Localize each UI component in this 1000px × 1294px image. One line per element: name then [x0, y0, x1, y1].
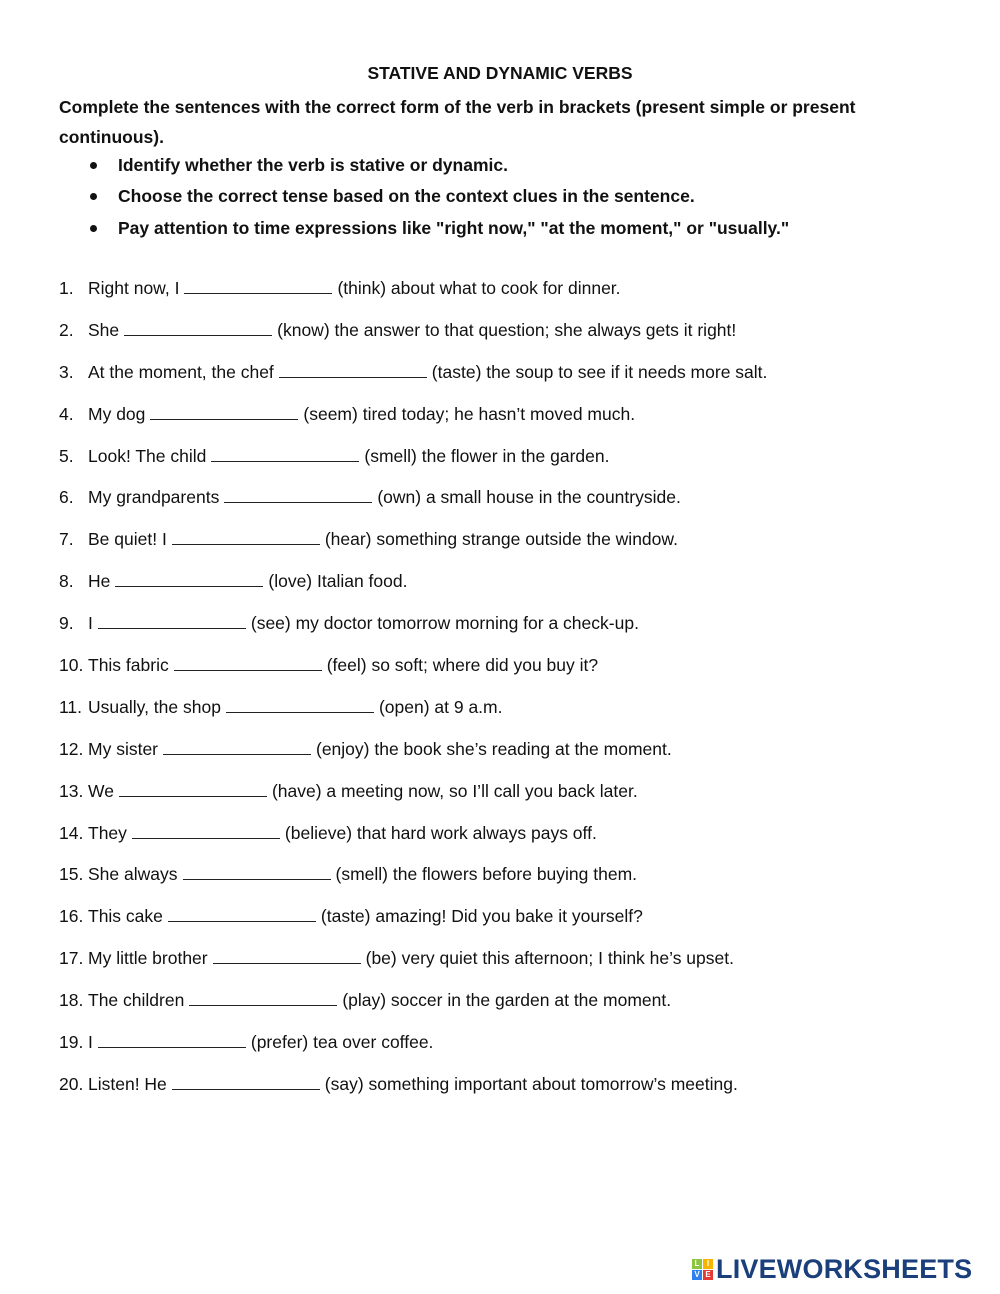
exercise-item: [59, 694, 767, 736]
answer-blank[interactable]: [184, 275, 332, 294]
sentence-end: (smell) the flower in the garden.: [364, 445, 610, 466]
bullet-icon: [90, 225, 97, 232]
answer-blank[interactable]: [279, 359, 427, 378]
item-number: 18.: [59, 990, 84, 1011]
sentence-end: (taste) amazing! Did you bake it yourself?: [320, 906, 643, 927]
exercise-item: [59, 568, 767, 610]
sentence-end: (know) the answer to that question; she always gets it right!: [277, 319, 737, 340]
logo-tile: L: [692, 1259, 702, 1269]
item-number: 5.: [59, 445, 74, 466]
sentence-start: She always: [88, 864, 178, 885]
item-number: 1.: [59, 278, 74, 298]
exercise-item: [59, 610, 767, 652]
exercise-item: [59, 443, 767, 485]
exercise-item: [59, 820, 767, 862]
answer-blank[interactable]: [132, 820, 280, 839]
sentence-start: Usually, the shop: [88, 696, 221, 717]
answer-blank[interactable]: [168, 903, 316, 922]
answer-blank[interactable]: [115, 568, 263, 587]
item-number: 6.: [59, 487, 74, 508]
item-number: 20.: [59, 1073, 84, 1094]
sentence-end: (seem) tired today; he hasn’t moved much.: [303, 403, 636, 424]
item-number: 4.: [59, 403, 74, 424]
sentence-start: I: [88, 1032, 93, 1053]
exercise-item: [59, 903, 767, 945]
answer-blank[interactable]: [189, 987, 337, 1006]
sentence-start: This fabric: [88, 655, 169, 676]
sentence-end: (play) soccer in the garden at the moment.: [342, 990, 672, 1011]
worksheet-title: STATIVE AND DYNAMIC VERBS: [367, 63, 633, 83]
answer-blank[interactable]: [183, 861, 331, 880]
bullet-icon: [90, 193, 97, 200]
sentence-end: (taste) the soup to see if it needs more salt.: [431, 361, 768, 382]
instruction-bullet: [88, 183, 789, 214]
item-number: 12.: [59, 738, 84, 759]
bullet-text: Choose the correct tense based on the context clues in the sentence.: [118, 186, 695, 207]
item-number: 16.: [59, 906, 84, 927]
logo-tile: I: [703, 1259, 713, 1269]
instruction-bullets: [88, 152, 789, 246]
instructions: Complete the sentences with the correct form of the verb in brackets (present simple or present continuous).: [59, 97, 856, 147]
answer-blank[interactable]: [224, 484, 372, 503]
answer-blank[interactable]: [98, 610, 246, 629]
item-number: 8.: [59, 571, 74, 592]
logo-tile: V: [692, 1270, 702, 1280]
answer-blank[interactable]: [172, 526, 320, 545]
sentence-start: My sister: [88, 738, 158, 759]
answer-blank[interactable]: [213, 945, 361, 964]
sentence-end: (be) very quiet this afternoon; I think he’s upset.: [365, 948, 734, 969]
sentence-end: (love) Italian food.: [268, 571, 408, 592]
answer-blank[interactable]: [211, 443, 359, 462]
sentence-end: (see) my doctor tomorrow morning for a check-up.: [250, 613, 639, 634]
sentence-start: My grandparents: [88, 487, 220, 508]
instruction-bullet: [88, 215, 789, 246]
item-number: 17.: [59, 948, 84, 969]
sentence-end: (open) at 9 a.m.: [378, 696, 503, 717]
sentence-start: My little brother: [88, 948, 208, 969]
exercise-item: [59, 987, 767, 1029]
sentence-start: She: [88, 319, 120, 340]
sentence-end: (feel) so soft; where did you buy it?: [326, 655, 599, 676]
bullet-icon: [90, 162, 97, 169]
sentence-start: The children: [88, 990, 185, 1011]
sentence-end: (think) about what to cook for dinner.: [337, 278, 621, 298]
answer-blank[interactable]: [98, 1029, 246, 1048]
sentence-start: At the moment, the chef: [88, 361, 274, 382]
sentence-start: We: [88, 780, 114, 801]
item-number: 19.: [59, 1032, 84, 1053]
exercise-item: [59, 861, 767, 903]
exercise-list: [59, 275, 767, 1113]
answer-blank[interactable]: [172, 1071, 320, 1090]
answer-blank[interactable]: [174, 652, 322, 671]
sentence-end: (hear) something strange outside the window.: [324, 529, 678, 550]
item-number: 11.: [59, 696, 83, 717]
sentence-start: They: [88, 822, 127, 843]
sentence-start: He: [88, 571, 111, 592]
sentence-end: (prefer) tea over coffee.: [250, 1032, 434, 1053]
exercise-item: [59, 401, 767, 443]
exercise-item: [59, 275, 767, 317]
item-number: 2.: [59, 319, 74, 340]
sentence-start: My dog: [88, 403, 146, 424]
exercise-item: [59, 778, 767, 820]
sentence-start: This cake: [88, 906, 163, 927]
exercise-item: [59, 736, 767, 778]
exercise-item: [59, 1071, 767, 1113]
sentence-start: Look! The child: [88, 445, 207, 466]
item-number: 10.: [59, 655, 84, 676]
answer-blank[interactable]: [226, 694, 374, 713]
item-number: 9.: [59, 613, 74, 634]
bullet-text: Pay attention to time expressions like "right now," "at the moment," or "usually.": [118, 217, 790, 238]
sentence-start: Listen! He: [88, 1073, 167, 1094]
exercise-item: [59, 317, 767, 359]
bullet-text: Identify whether the verb is stative or dynamic.: [118, 155, 508, 175]
sentence-end: (enjoy) the book she’s reading at the moment.: [316, 738, 672, 759]
item-number: 14.: [59, 822, 84, 843]
exercise-item: [59, 1029, 767, 1071]
sentence-end: (smell) the flowers before buying them.: [335, 864, 638, 885]
answer-blank[interactable]: [124, 317, 272, 336]
logo-text: LIVEWORKSHEETS: [716, 1254, 973, 1284]
answer-blank[interactable]: [163, 736, 311, 755]
logo-tile: E: [703, 1270, 713, 1280]
exercise-item: [59, 359, 767, 401]
liveworksheets-logo: [692, 1254, 972, 1285]
exercise-item: [59, 652, 767, 694]
sentence-start: I: [88, 613, 93, 634]
exercise-item: [59, 484, 767, 526]
sentence-end: (believe) that hard work always pays off.: [284, 822, 597, 843]
instruction-bullet: [88, 152, 789, 183]
sentence-start: Right now, I: [88, 278, 180, 298]
item-number: 3.: [59, 361, 74, 382]
answer-blank[interactable]: [150, 401, 298, 420]
sentence-end: (own) a small house in the countryside.: [377, 487, 681, 508]
answer-blank[interactable]: [119, 778, 267, 797]
item-number: 13.: [59, 780, 84, 801]
exercise-item: [59, 526, 767, 568]
item-number: 15.: [59, 864, 84, 885]
logo-tiles-icon: [692, 1259, 713, 1280]
sentence-end: (have) a meeting now, so I’ll call you back later.: [271, 780, 638, 801]
sentence-end: (say) something important about tomorrow’s meeting.: [324, 1073, 738, 1094]
sentence-start: Be quiet! I: [88, 529, 167, 550]
exercise-item: [59, 945, 767, 987]
item-number: 7.: [59, 529, 74, 550]
